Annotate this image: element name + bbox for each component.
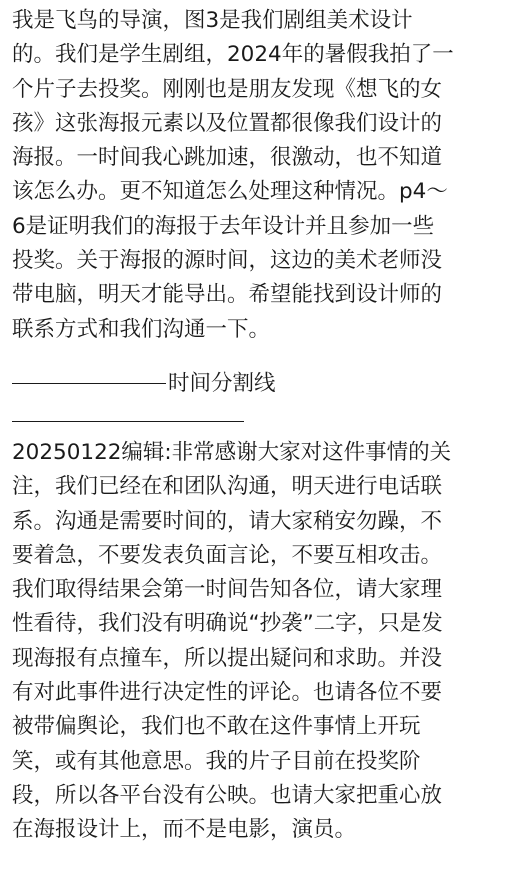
text-line: 段，所以各平台没有公映。也请大家把重心放 bbox=[12, 782, 443, 808]
text-line: 注，我们已经在和团队沟通，明天进行电话联 bbox=[12, 474, 443, 500]
text-line: 被带偏舆论，我们也不敢在这件事情上开玩 bbox=[12, 714, 421, 740]
text-line: 个片子去投奖。刚刚也是朋友发现《想飞的女 bbox=[12, 76, 443, 102]
text-line: 孩》这张海报元素以及位置都很像我们设计的 bbox=[12, 110, 443, 136]
text-line: 我是飞鸟的导演，图3是我们剧组美术设计 bbox=[12, 8, 413, 33]
text-line: 现海报有点撞车，所以提出疑问和求助。并没 bbox=[12, 645, 443, 671]
divider-rule bbox=[12, 421, 244, 422]
text-line: 系。沟通是需要时间的，请大家稍安勿躁，不 bbox=[12, 508, 443, 534]
text-line: 20250122编辑:非常感谢大家对这件事情的关 bbox=[12, 440, 452, 465]
text-line: 的。我们是学生剧组，2024年的暑假我拍了一 bbox=[12, 42, 454, 68]
text-line: 6是证明我们的海报于去年设计并且参加一些 bbox=[12, 213, 435, 239]
text-line: 要着急，不要发表负面言论，不要互相攻击。 bbox=[12, 542, 443, 568]
text-line: 笑，或有其他意思。我的片子目前在投奖阶 bbox=[12, 748, 421, 774]
divider-label: 时间分割线 bbox=[168, 371, 276, 396]
statement-paragraph bbox=[12, 4, 508, 347]
time-divider bbox=[12, 367, 332, 401]
text-line: 海报。一时间我心跳加速，很激动，也不知道 bbox=[12, 145, 443, 171]
text-line: 有对此事件进行决定性的评论。也请各位不要 bbox=[12, 680, 443, 706]
text-line: 我们取得结果会第一时间告知各位，请大家理 bbox=[12, 577, 443, 603]
text-line: 在海报设计上，而不是电影，演员。 bbox=[12, 817, 357, 843]
text-line: 该怎么办。更不知道怎么处理这种情况。p4～ bbox=[12, 179, 448, 205]
update-paragraph bbox=[12, 436, 508, 848]
text-line: 性看待，我们没有明确说“抄袭”二字，只是发 bbox=[12, 611, 443, 637]
text-line: 投奖。关于海报的源时间，这边的美术老师没 bbox=[12, 248, 443, 274]
text-line: 带电脑，明天才能导出。希望能找到设计师的 bbox=[12, 282, 443, 308]
divider-rule bbox=[12, 383, 166, 384]
text-line: 联系方式和我们沟通一下。 bbox=[12, 316, 271, 342]
